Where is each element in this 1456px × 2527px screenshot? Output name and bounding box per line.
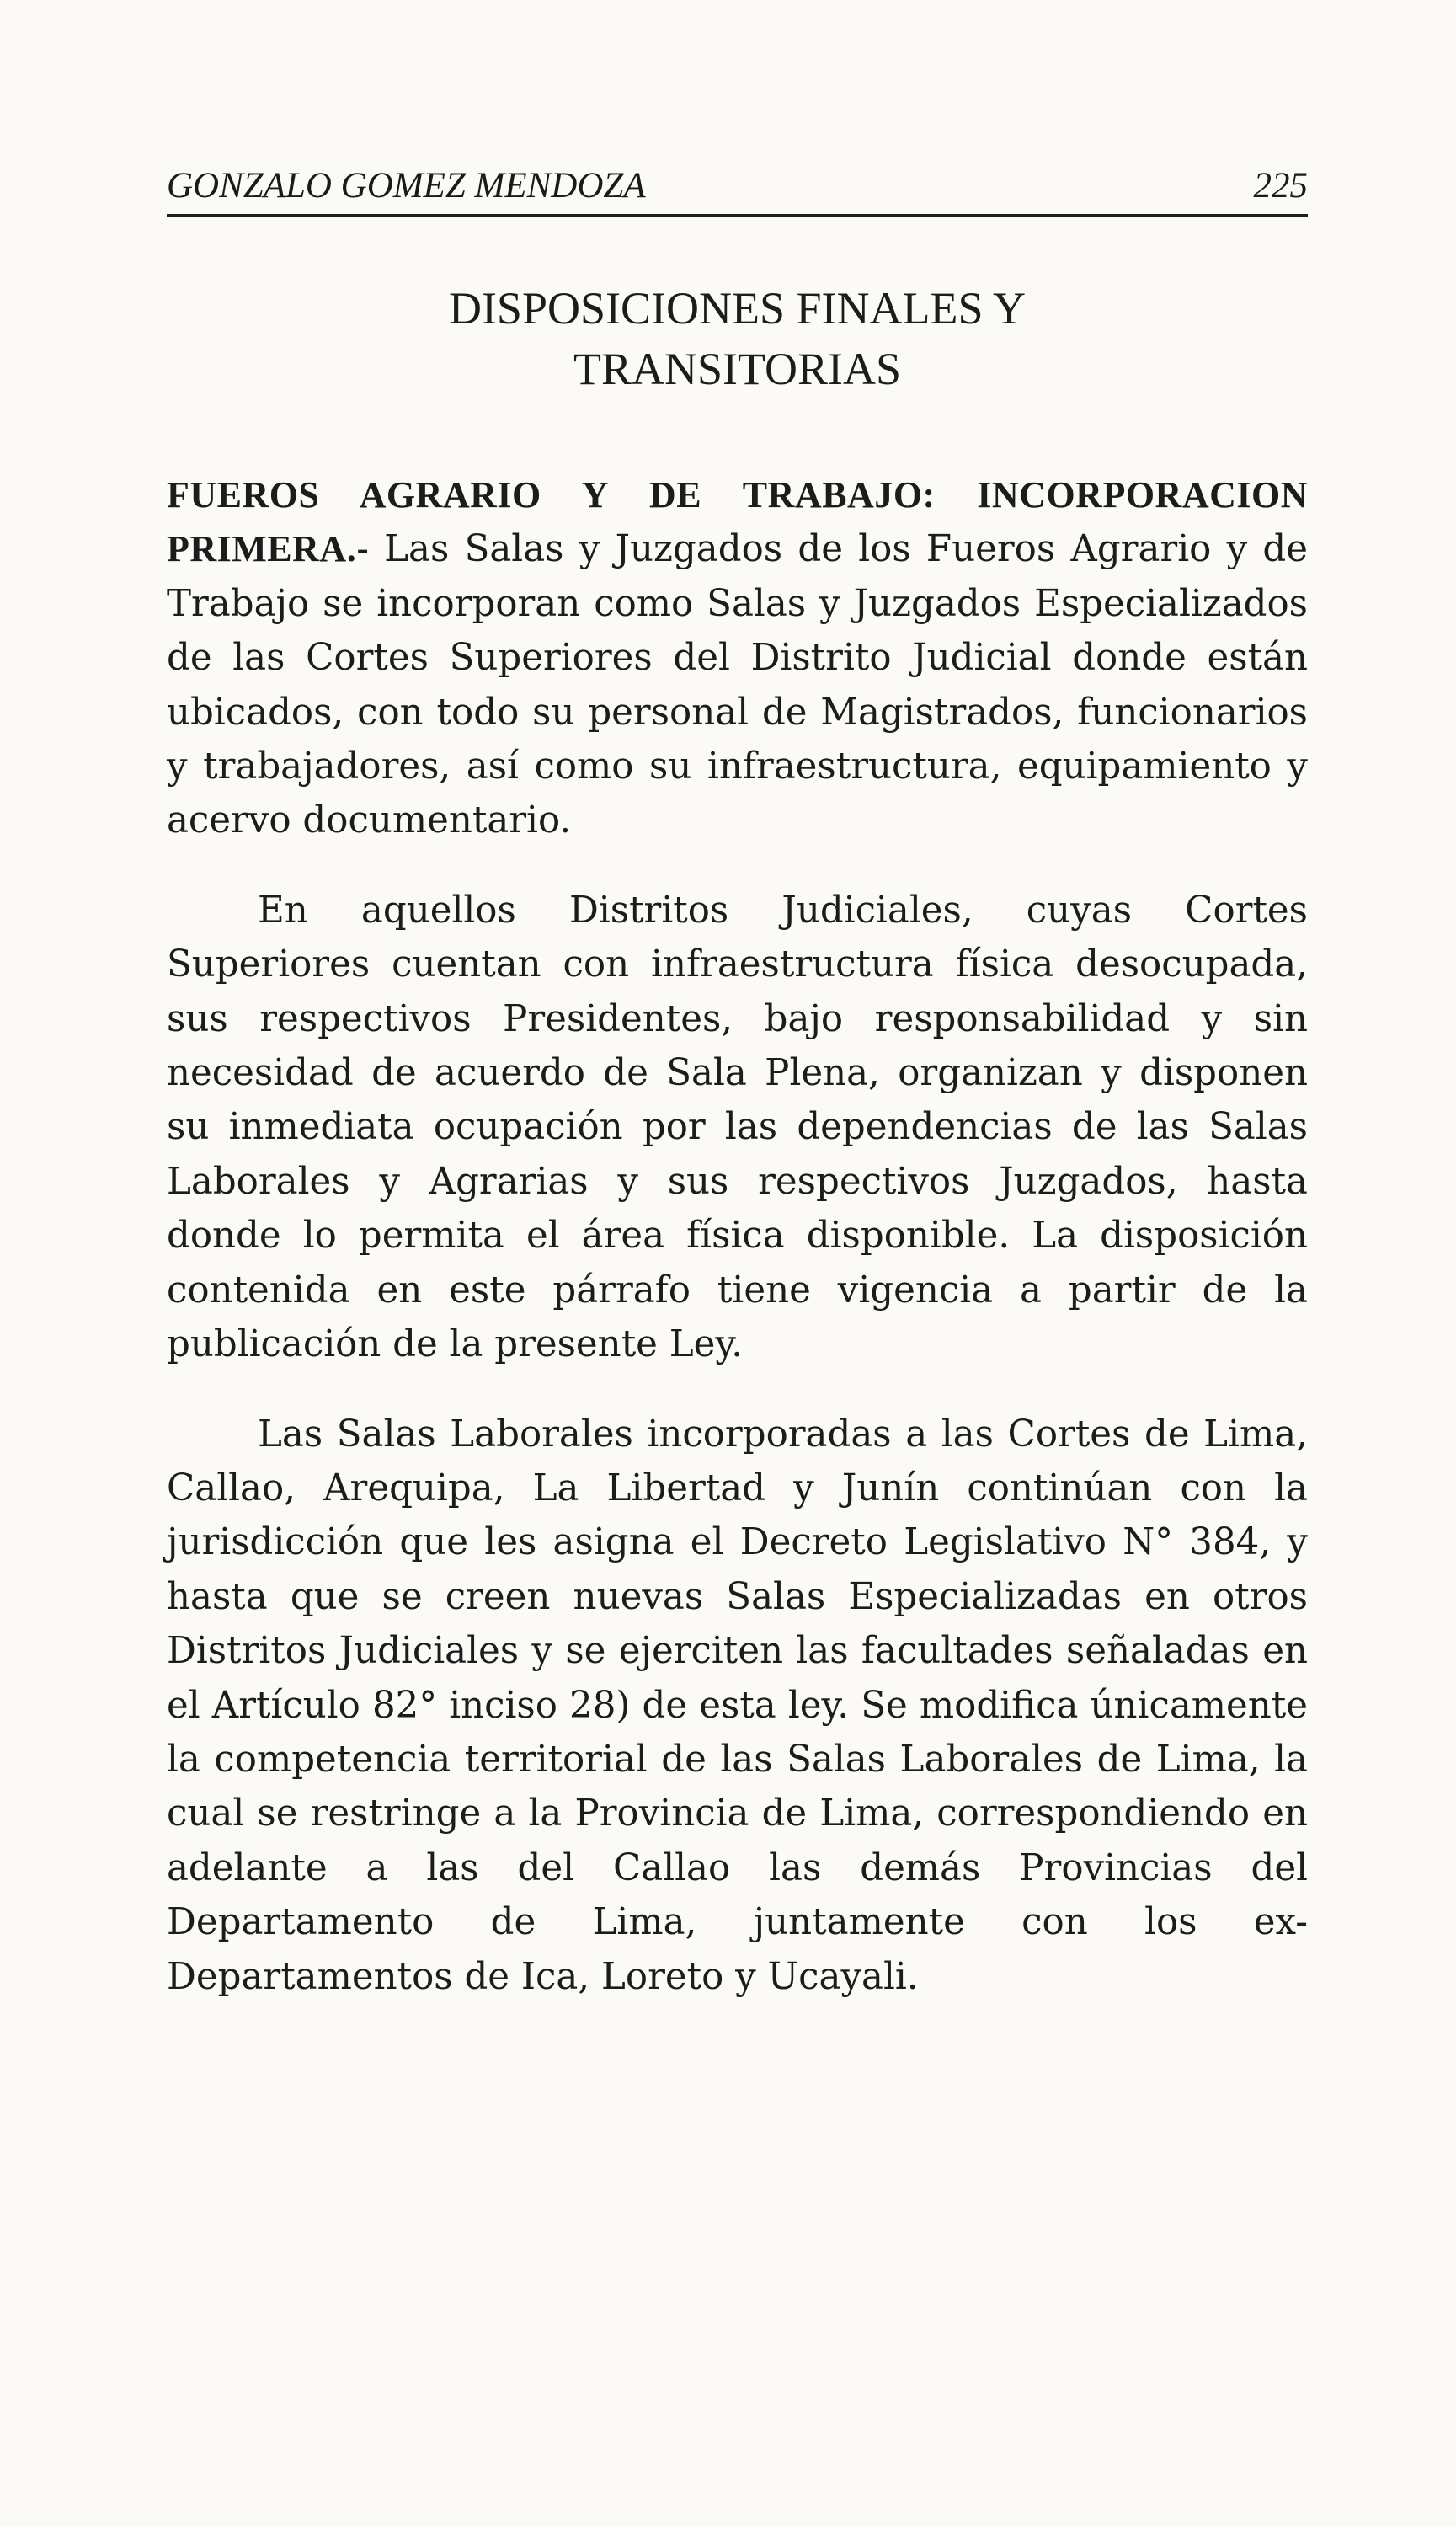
section-title-line-1: DISPOSICIONES FINALES Y bbox=[448, 283, 1027, 334]
paragraph-2: En aquellos Distritos Judiciales, cuyas Cortes Superiores cuentan con infraestructura física desocupada, sus respectivos Presidentes, bajo responsabilidad y sin necesidad de acuerdo de Sala Plena, organizan y disponen su inmediata ocupación por las dependencias de las Salas Laborales y Agrarias y sus respectivos Juzgados, hasta donde lo permita el área física disponible. La disposición contenida en este párrafo tiene vigencia a partir de la publicación de la presente Ley. bbox=[167, 889, 1308, 1366]
header-rule bbox=[167, 214, 1308, 217]
paragraph-1: - Las Salas y Juzgados de los Fueros Agrario y de Trabajo se incorporan como Salas y Juzgados Especializados de las Cortes Superiores del Distrito Judicial donde están ubicados, con todo su personal de Magistrados, funcionarios y trabajadores, así como su infraestructura, equipamiento y acervo documentario. bbox=[167, 528, 1308, 842]
paragraph-3: Las Salas Laborales incorporadas a las Cortes de Lima, Callao, Arequipa, La Libertad y Junín continúan con la jurisdicción que les asigna el Decreto Legislativo N° 384, y hasta que se creen nuevas Salas Especializadas en otros Distritos Judiciales y se ejerciten las facultades señaladas en el Artículo 82° inciso 28) de esta ley. Se modifica únicamente la competencia territorial de las Salas Laborales de Lima, la cual se restringe a la Provincia de Lima, correspondiendo en adelante a las del Callao las demás Provincias del Departamento de Lima, juntamente con los ex-Departamentos de Ica, Loreto y Ucayali. bbox=[167, 1413, 1308, 1998]
running-head: GONZALO GOMEZ MENDOZA bbox=[167, 166, 646, 206]
article-heading: FUEROS AGRARIO Y DE TRABAJO: INCORPORACION PRIMERA. bbox=[167, 474, 1308, 570]
page-header bbox=[167, 157, 1308, 224]
section-title bbox=[167, 278, 1308, 399]
page-number: 225 bbox=[1253, 166, 1308, 206]
article-first-paragraph bbox=[167, 468, 1308, 848]
article-body bbox=[167, 468, 1308, 2004]
section-title-line-2: TRANSITORIAS bbox=[573, 344, 902, 394]
